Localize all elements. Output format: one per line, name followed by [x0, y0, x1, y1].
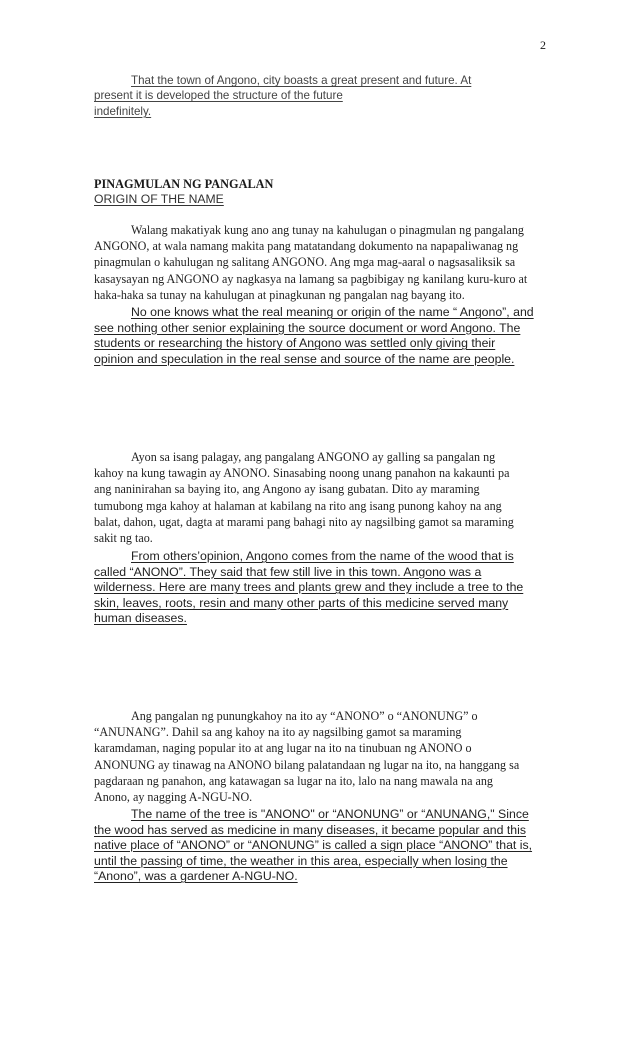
- text-line: haka-haka sa tunay na kahulugan at pinagkunan ng pangalan nag bayang ito.: [94, 287, 465, 302]
- section-heading-english: ORIGIN OF THE NAME: [94, 192, 224, 206]
- paragraph-tagalog-1: [94, 222, 548, 303]
- text-line: ANONUNG ay tinawag na ANONO bilang palatandaan ng lugar na ito, na hanggang sa: [94, 757, 520, 772]
- text-line: until the passing of time, the weather in this area, especially when losing the: [94, 853, 508, 868]
- text-line: kahoy na kung tawagin ay ANONO. Sinasabing noong unang panahon na kakaunti pa: [94, 466, 510, 481]
- text-line: see nothing other senior explaining the source document or word Angono. The: [94, 320, 521, 335]
- text-line: “ANUNANG”. Dahil sa ang kahoy na ito ay nagsilbing gamot sa maraming: [94, 725, 462, 740]
- text-line: kasaysayan ng ANGONO ay nagkasya na lamang sa pagbibigay ng kanilang kuru-kuro at: [94, 271, 528, 286]
- paragraph-english-1: [94, 305, 548, 367]
- page-number: 2: [540, 38, 546, 52]
- text-line: human diseases.: [94, 611, 187, 625]
- paragraph-english-2: [94, 549, 548, 627]
- text-line: sakit ng tao.: [94, 531, 153, 546]
- text-line: the wood has served as medicine in many diseases, it became popular and this: [94, 822, 527, 837]
- intro-paragraph: [94, 73, 548, 119]
- text-line: balat, dahon, ugat, dagta at marami pang bahagi nito ay nagsilbing gamot sa maraming: [94, 514, 514, 529]
- text-line: pagdaraan ng panahon, ang katawagan sa lugar na ito, lalo na nang mawala na ang: [94, 773, 493, 788]
- text-line: called “ANONO”. They said that few still live in this town. Angono was a: [94, 564, 482, 579]
- text-line: indefinitely.: [94, 104, 152, 118]
- text-line: ANGONO, at wala namang makita pang matatandang dokumento na napapaliwanag ng: [94, 239, 519, 254]
- text-line: pinagmulan o kahulugan ng salitang ANGONO. Ang mga mag-aaral o nagsasaliksik sa: [94, 255, 516, 270]
- text-line: skin, leaves, roots, resin and many other parts of this medicine served many: [94, 595, 509, 610]
- text-line: native place of “ANONO” or “ANONUNG” is called a sign place “ANONO” that is,: [94, 838, 533, 852]
- text-line: That the town of Angono, city boasts a great present and future. At: [131, 74, 472, 87]
- text-line: karamdaman, naging popular ito at ang lugar na ito na tinubuan ng ANONO o: [94, 741, 472, 756]
- text-line: The name of the tree is "ANONO" or “ANONUNG” or “ANUNANG," Since: [131, 807, 529, 821]
- text-line: “Anono”, was a gardener A-NGU-NO.: [94, 869, 298, 883]
- text-line: tumubong mga kahoy at halaman at kabilang na rito ang isang punong kahoy na ang: [94, 498, 502, 513]
- text-line: opinion and speculation in the real sense and source of the name are people.: [94, 351, 515, 366]
- paragraph-english-3: [94, 807, 548, 885]
- text-line: From others’opinion, Angono comes from the name of the wood that is: [131, 549, 514, 563]
- text-line: No one knows what the real meaning or origin of the name “ Angono”, and: [131, 305, 534, 319]
- section-heading-tagalog: PINAGMULAN NG PANGALAN: [94, 177, 274, 191]
- text-line: ang naninirahan sa baying ito, ang Angono ay isang gubatan. Dito ay maraming: [94, 482, 480, 497]
- text-line: Ayon sa isang palagay, ang pangalang ANGONO ay galling sa pangalan ng: [131, 450, 496, 464]
- text-line: wilderness. Here are many trees and plants grew and they include a tree to the: [94, 580, 524, 594]
- text-line: students or researching the history of Angono was settled only giving their: [94, 336, 496, 350]
- text-line: present it is developed the structure of the future: [94, 89, 343, 103]
- paragraph-tagalog-2: [94, 449, 548, 546]
- text-line: Walang makatiyak kung ano ang tunay na kahulugan o pinagmulan ng pangalang: [131, 223, 524, 237]
- paragraph-tagalog-3: [94, 708, 548, 805]
- text-line: Anono, ay nagging A-NGU-NO.: [94, 790, 253, 805]
- text-line: Ang pangalan ng punungkahoy na ito ay “ANONO” o “ANONUNG” o: [131, 709, 478, 723]
